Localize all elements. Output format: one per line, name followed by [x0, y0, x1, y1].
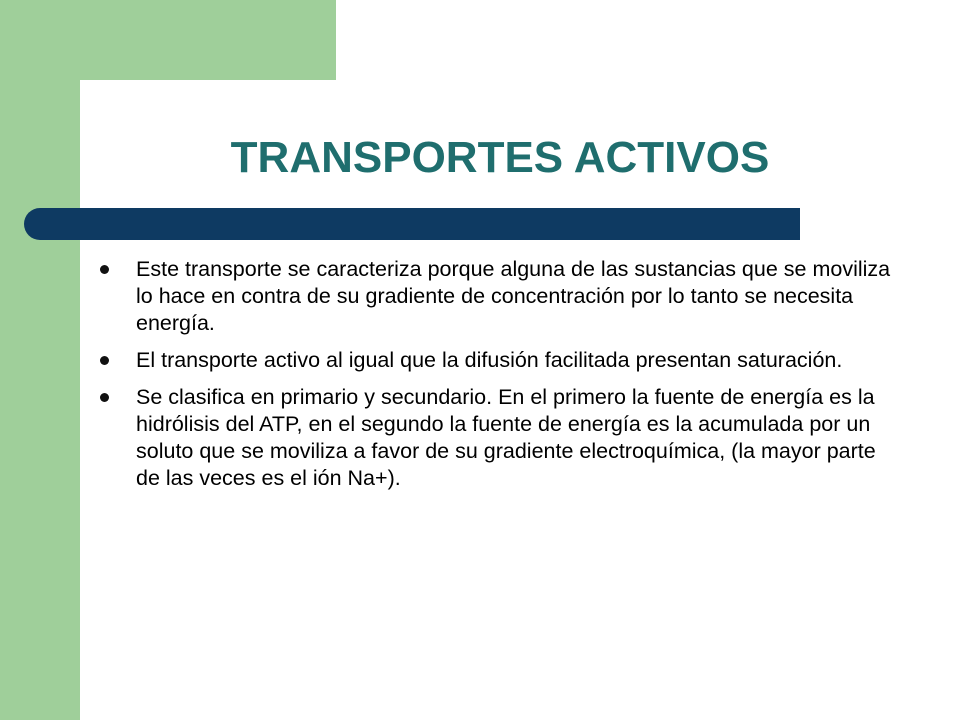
bullet-item: [100, 256, 900, 337]
bullet-list: [100, 256, 900, 502]
bullet-text: El transporte activo al igual que la difusión facilitada presentan saturación.: [136, 348, 843, 372]
bullet-item: [100, 347, 900, 374]
bullet-text: Se clasifica en primario y secundario. En el primero la fuente de energía es la hidrólisis del ATP, en el segundo la fuente de energía es la acumulada por un soluto que se moviliza a favor de su gradiente electroquímica, (la mayor parte de las veces es el ión Na+).: [136, 385, 876, 490]
bullet-text: Este transporte se caracteriza porque alguna de las sustancias que se moviliza lo hace en contra de su gradiente de concentración por lo tanto se necesita energía.: [136, 257, 891, 335]
title-underline-bar: [24, 208, 800, 240]
bullet-item: [100, 384, 900, 492]
left-green-band: [0, 0, 80, 720]
bullet-dot-icon: [100, 265, 109, 274]
top-green-band: [0, 0, 336, 80]
bullet-dot-icon: [100, 356, 109, 365]
slide-title: TRANSPORTES ACTIVOS: [230, 133, 770, 182]
bullet-dot-icon: [100, 393, 109, 402]
